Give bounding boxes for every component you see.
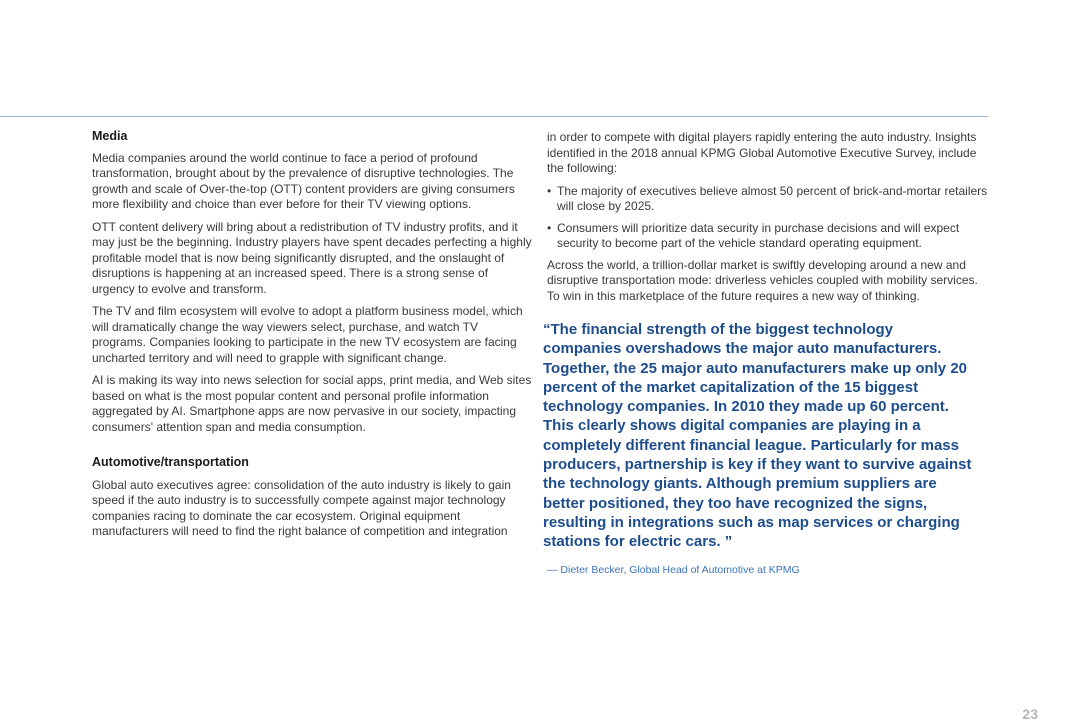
media-paragraph: AI is making its way into news selection for social apps, print media, and Web sites based on what is the most popular content and personal profile information aggregated by AI. Smartphone apps are now pervasive in our society, impacting consumers' attention span and media consumption.	[92, 373, 532, 434]
automotive-heading: Automotive/transportation	[92, 455, 249, 469]
list-item	[547, 221, 992, 252]
media-paragraph: The TV and film ecosystem will evolve to adopt a platform business model, which will dramatically change the way viewers select, purchase, and watch TV programs. Companies looking to participate in the new TV ecosystem are facing uncharted territory and will need to grapple with significant change.	[92, 304, 523, 365]
media-heading: Media	[92, 129, 128, 143]
quote-attribution: — Dieter Becker, Global Head of Automotive at KPMG	[547, 563, 800, 576]
list-item	[547, 184, 992, 215]
bullet-icon: •	[547, 220, 552, 235]
pull-quote: “The financial strength of the biggest technology companies overshadows the major auto manufacturers. Together, the 25 major auto manufacturers make up only 20 percent of the market capitalization of the 15 biggest technology companies. In 2010 they made up 60 percent. This clearly shows digital companies are playing in a completely different financial league. Particularly for mass producers, partnership is key if they want to survive against the technology giants. Although premium suppliers are better positioned, they too have recognized the signs, resulting in integrations such as map services or charging stations for electric cars. ”	[543, 321, 972, 551]
survey-findings-list	[547, 184, 992, 252]
media-paragraph: OTT content delivery will bring about a redistribution of TV industry profits, and it may just be the beginning. Industry players have spent decades perfecting a highly profitable model that is now being significantly disrupted, and the onslaught of disruptions is happening at an increased speed. There is a strong sense of urgency to evolve and transform.	[92, 219, 532, 296]
right-column	[543, 130, 992, 578]
automotive-closing: Across the world, a trillion-dollar market is swiftly developing around a new and disruptive transportation mode: driverless vehicles coupled with mobility services. To win in this marketplace of the future requires a new way of thinking.	[547, 257, 978, 303]
bullet-icon: •	[547, 183, 552, 198]
header-divider	[0, 116, 988, 117]
automotive-continuation: in order to compete with digital players rapidly entering the auto industry. Insights identified in the 2018 annual KPMG Global Automotive Executive Survey, include the following:	[547, 130, 977, 175]
left-column	[92, 129, 534, 547]
list-item-text: The majority of executives believe almost 50 percent of brick-and-mortar retailers will close by 2025.	[557, 183, 988, 213]
list-item-text: Consumers will prioritize data security in purchase decisions and will expect security to become part of the vehicle standard operating equipment.	[557, 220, 960, 250]
media-paragraph: Media companies around the world continue to face a period of profound transformation, brought about by the prevalence of disruptive technologies. The growth and scale of Over-the-top (OTT) content providers are giving consumers more flexibility and choice than ever before for their TV viewing options.	[92, 150, 515, 211]
page-number: 23	[1022, 706, 1038, 722]
automotive-paragraph: Global auto executives agree: consolidation of the auto industry is likely to gain speed if the auto industry is to successfully compete against major technology companies racing to dominate the car ecosystem. Original equipment manufacturers will need to find the right balance of competition and integration	[92, 477, 511, 538]
